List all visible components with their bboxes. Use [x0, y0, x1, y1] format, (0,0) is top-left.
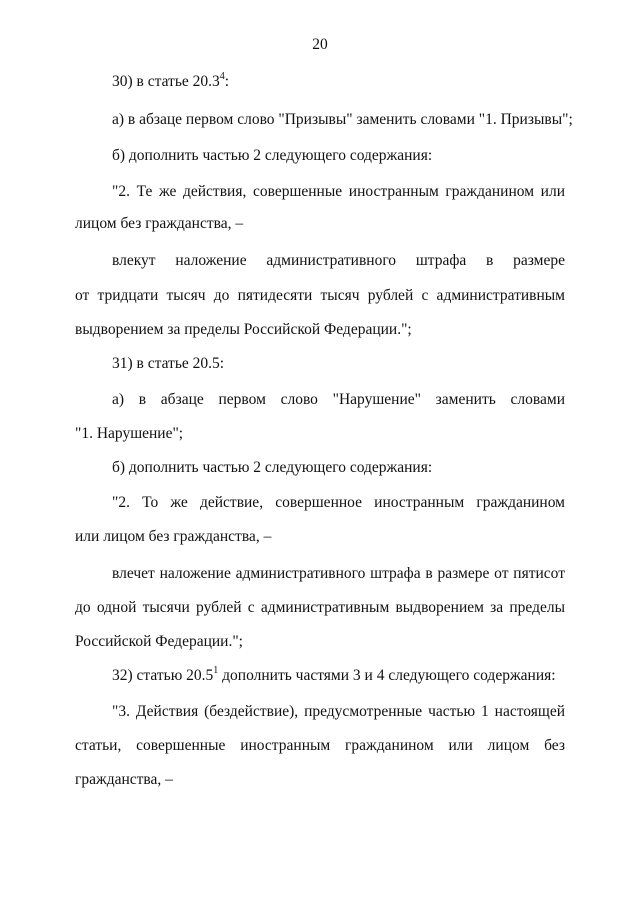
item-30-heading: [112, 72, 229, 92]
page-number: 20: [312, 36, 328, 53]
item-31-penalty-line-3: Российской Федерации.";: [75, 633, 243, 650]
item-32-superscript: 1: [213, 664, 219, 676]
item-32-text: 32) статью 20.5: [112, 667, 214, 684]
item-31-b: б) дополнить частью 2 следующего содержания:: [112, 459, 433, 476]
item-30-quote-line-1: "2. Те же действия, совершенные иностранным гражданином или: [112, 183, 565, 200]
item-32-text-end: дополнить частями 3 и 4 следующего содержания:: [218, 667, 556, 684]
item-30-penalty-line-2: от тридцати тысяч до пятидесяти тысяч рублей с административным: [75, 287, 565, 304]
item-32-heading: [112, 666, 556, 686]
item-31-a-line-1: а) в абзаце первом слово "Нарушение" заменить словами: [112, 391, 565, 408]
item-32-quote-line-2: статьи, совершенные иностранным гражданином или лицом без: [75, 737, 565, 754]
item-31-penalty-line-2: до одной тысячи рублей с административным выдворением за пределы: [75, 599, 565, 616]
item-31-a-line-2: "1. Нарушение";: [75, 425, 184, 442]
item-30-b: б) дополнить частью 2 следующего содержания:: [112, 147, 433, 164]
item-30-penalty-line-3: выдворением за пределы Российской Федерации.";: [75, 321, 412, 338]
item-30-text: 30) в статье 20.3: [112, 73, 220, 90]
item-31-quote-line-2: или лицом без гражданства, –: [75, 528, 272, 545]
item-32-quote-line-3: гражданства, –: [75, 771, 173, 788]
item-31-quote-line-1: "2. То же действие, совершенное иностранным гражданином: [112, 494, 565, 511]
item-31-penalty-line-1: влечет наложение административного штрафа в размере от пятисот: [112, 565, 565, 582]
item-30-quote-line-2: лицом без гражданства, –: [75, 215, 244, 232]
item-30-colon: :: [224, 73, 230, 90]
item-30-superscript: 4: [219, 70, 225, 82]
item-31-heading: 31) в статье 20.5:: [112, 355, 225, 372]
item-30-penalty-line-1: влекут наложение административного штрафа в размере: [112, 252, 565, 269]
item-30-a: а) в абзаце первом слово "Призывы" заменить словами "1. Призывы";: [112, 111, 573, 128]
item-32-quote-line-1: "3. Действия (бездействие), предусмотренные частью 1 настоящей: [112, 703, 565, 720]
